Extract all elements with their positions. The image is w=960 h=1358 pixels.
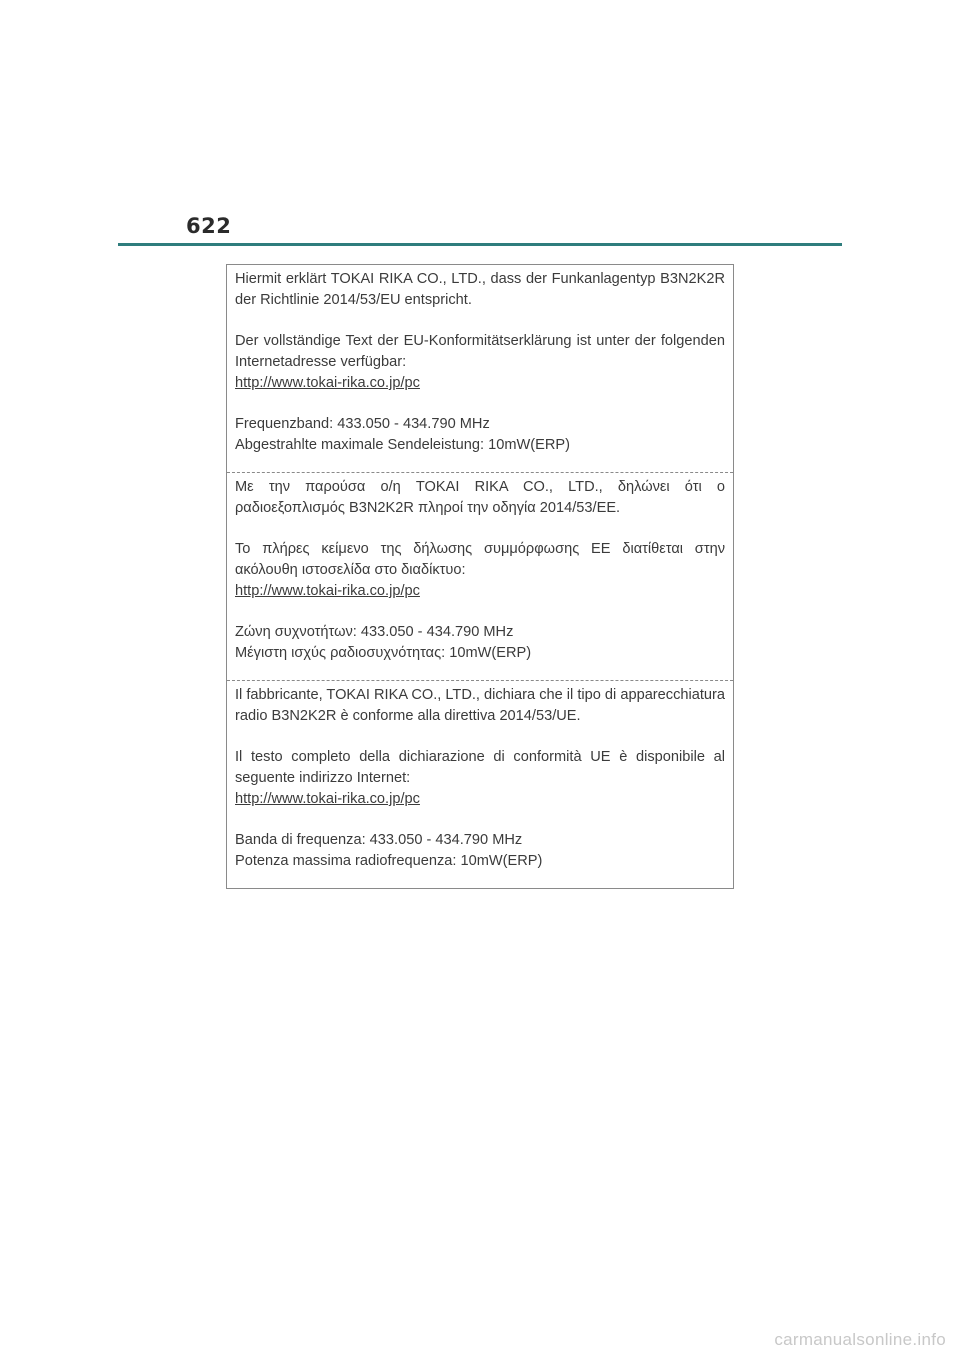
declaration-intro: Hiermit erklärt TOKAI RIKA CO., LTD., dass der Funkanlagentyp B3N2K2R der Richtlinie 2014/53/EU entspricht. <box>235 271 725 308</box>
header-rule <box>118 243 842 246</box>
max-power: Abgestrahlte maximale Sendeleistung: 10mW(ERP) <box>235 437 570 453</box>
section-italian <box>227 680 733 888</box>
declaration-link[interactable]: http://www.tokai-rika.co.jp/pc <box>235 375 420 391</box>
max-power: Μέγιστη ισχύς ραδιοσυχνότητας: 10mW(ERP) <box>235 645 532 661</box>
declaration-link[interactable]: http://www.tokai-rika.co.jp/pc <box>235 791 420 807</box>
declaration-text: Der vollständige Text der EU-Konformitätserklärung ist unter der folgenden Internetadresse verfügbar: <box>235 333 725 370</box>
declaration-text: Il testo completo della dichiarazione di conformità UE è disponibile al seguente indirizzo Internet: <box>235 749 725 786</box>
declaration-box <box>226 264 734 889</box>
section-german <box>227 265 733 472</box>
frequency-band: Banda di frequenza: 433.050 - 434.790 MHz <box>235 832 523 848</box>
watermark-text: carmanualsonline.info <box>774 1330 946 1349</box>
declaration-intro: Il fabbricante, TOKAI RIKA CO., LTD., dichiara che il tipo di apparecchiatura radio B3N2K2R è conforme alla direttiva 2014/53/UE. <box>235 687 725 724</box>
declaration-link[interactable]: http://www.tokai-rika.co.jp/pc <box>235 583 420 599</box>
page-number: 622 <box>186 214 232 238</box>
frequency-band: Ζώνη συχνοτήτων: 433.050 - 434.790 MHz <box>235 624 514 640</box>
max-power: Potenza massima radiofrequenza: 10mW(ERP) <box>235 853 543 869</box>
declaration-intro: Με την παρούσα ο/η TOKAI RIKA CO., LTD., δηλώνει ότι ο ραδιοεξοπλισμός B3N2K2R πληροί την οδηγία 2014/53/ΕΕ. <box>235 479 725 516</box>
frequency-band: Frequenzband: 433.050 - 434.790 MHz <box>235 416 490 432</box>
declaration-text: Το πλήρες κείμενο της δήλωσης συμμόρφωσης ΕΕ διατίθεται στην ακόλουθη ιστοσελίδα στο διαδίκτυο: <box>235 541 725 578</box>
section-greek <box>227 472 733 680</box>
